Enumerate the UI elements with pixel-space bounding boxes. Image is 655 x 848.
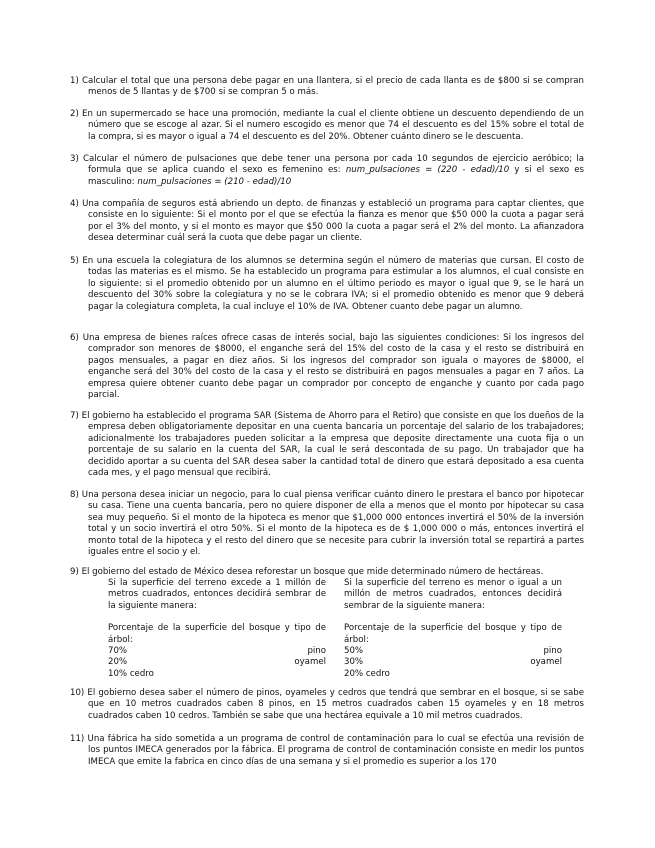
item-6: [70, 333, 584, 401]
formula-male: num_pulsaciones = (210 - edad)/10: [137, 176, 292, 187]
forest-row: 20% cedro: [344, 668, 390, 679]
item-number: 4): [70, 199, 79, 209]
forest-right-column: [344, 578, 562, 680]
item-11: [70, 734, 584, 768]
item-text: Calcular el total que una persona debe pagar en una llantera, si el precio de cada llanta es de $800 si se compran menos de 5 llantas y de $700 si se compran 5 o más.: [82, 76, 584, 98]
forest-row: 10% cedro: [108, 668, 154, 679]
item-text: En una escuela la colegiatura de los alumnos se determina según el número de materias que cursan. El costo de todas las materias es el mismo. Se ha establecido un programa para estimular a los alumnos, el cual consiste en lo siguiente: si el promedio obtenido por un alumno en el último periodo es mayor o igual que 9, se le hará un descuento del 30% sobre la colegiatura y no se le cobrara IVA; si el promedio obtenido es menor que 9 deberá pagar la colegiatura completa, la cual incluye el 10% de IVA. Obtener cuanto debe pagar un alumno.: [82, 256, 584, 312]
forest-left-column: [108, 578, 326, 680]
forest-row: 50% pino: [344, 646, 562, 657]
item-number: 2): [70, 109, 79, 119]
item-9: [70, 567, 584, 578]
item-text: Una empresa de bienes raíces ofrece casas de interés social, bajo las siguientes condiciones: Si los ingresos del comprador son menores de $8000, el enganche será del 15% del costo de la casa y el resto se distribuirá en pagos mensuales, a pagar en diez años. Si los ingresos del comprador son iguala o mayores de $8000, el enganche será del 30% del costo de la casa y el resto se distribuirá en pagos mensuales a pagar en 7 años. La empresa quiere obtener cuanto debe pagar un comprador por concepto de enganche y cuanto por cada pago parcial.: [82, 333, 584, 401]
item-number: 8): [70, 490, 79, 500]
item-10: [70, 688, 584, 722]
item-number: 5): [70, 256, 79, 266]
item-3: [70, 154, 584, 188]
item-number: 11): [70, 734, 85, 744]
item-text: En un supermercado se hace una promoción, mediante la cual el cliente obtiene un descuento dependiendo de un número que se escoge al azar. Si el numero escogido es menor que 74 el descuento es del 15% sobre el total de la compra, si es mayor o igual a 74 el descuento es del 20%. Obtener cuánto dinero se le descuenta.: [82, 109, 584, 142]
forest-header: Porcentaje de la superficie del bosque y tipo de árbol:: [108, 623, 326, 645]
item-1: [70, 76, 584, 99]
forest-row: 20% oyamel: [108, 657, 326, 668]
forest-conditions: [108, 578, 568, 680]
item-8: [70, 490, 584, 558]
item-text: Una compañía de seguros está abriendo un depto. de finanzas y estableció un programa para captar clientes, que consiste en lo siguiente: Si el monto por el que se efectúa la fianza es menor que $50 000 la cuota a pagar será por el 3% del monto, y si el monto es mayor que $50 000 la cuota a pagar será el 2% del monto. La afianzadora desea determinar cuál será la cuota que debe pagar un cliente.: [82, 199, 585, 244]
item-text: Calcular el número de pulsaciones que debe tener una persona por cada 10 segundos de ejercicio aeróbico; la formula que se aplica cuando el sexo es femenino es:: [83, 154, 585, 176]
item-number: 1): [70, 76, 79, 86]
item-5: [70, 256, 584, 313]
forest-row: 70% pino: [108, 646, 326, 657]
forest-row: 30% oyamel: [344, 657, 562, 668]
item-number: 3): [70, 154, 79, 164]
item-2: [70, 109, 584, 143]
item-text: y si el sexo es masculino:: [88, 165, 585, 187]
item-text: El gobierno ha establecido el programa SAR (Sistema de Ahorro para el Retiro) que consiste en que los dueños de la empresa deben obligatoriamente depositar en una cuenta bancaria un porcentaje del salario de los trabajadores; adicionalmente los trabajadores pueden solicitar a la empresa que deposite directamente una cuota fija o un porcentaje de su salario en la cuenta del SAR, la cual le será descontada de su pago. Un trabajador que ha decidido aportar a su cuenta del SAR desea saber la cantidad total de dinero que estará depositado a esa cuenta cada mes, y el pago mensual que recibirá.: [81, 411, 585, 479]
item-text: Una fábrica ha sido sometida a un programa de control de contaminación para lo cual se efectúa una revisión de los puntos IMECA generados por la fábrica. El programa de control de contaminación consiste en medir los puntos IMECA que emite la fabrica en cinco días de una semana y si el promedio es superior a los 170: [87, 734, 585, 767]
item-text: El gobierno del estado de México desea reforestar un bosque que mide determinado número de hectáreas.: [81, 567, 544, 577]
item-number: 7): [70, 411, 79, 421]
formula-female: num_pulsaciones = (220 - edad)/10: [345, 165, 510, 176]
item-4: [70, 199, 584, 245]
item-text: El gobierno desea saber el número de pinos, oyameles y cedros que tendrá que sembrar en el bosque, si se sabe que en 10 metros cuadrados caben 8 pinos, en 15 metros cuadrados caben 15 oyameles y en 18 metros cuadrados caben 10 cedros. También se sabe que una hectárea equivale a 10 mil metros cuadrados.: [87, 688, 584, 721]
forest-header: Porcentaje de la superficie del bosque y tipo de árbol:: [344, 623, 562, 645]
item-number: 9): [70, 567, 79, 577]
item-number: 10): [70, 688, 85, 698]
forest-condition: Si la superficie del terreno es menor o igual a un millón de metros cuadrados, entonces decidirá sembrar de la siguiente manera:: [344, 578, 562, 611]
item-text: Una persona desea iniciar un negocio, para lo cual piensa verificar cuánto dinero le prestara el banco por hipotecar su casa. Tiene una cuenta bancaria, pero no quiere disponer de ella a menos que el monto por hipotecar su casa sea muy pequeño. Si el monto de la hipoteca es menor que $1,000 000 entonces invertirá el 50% de la inversión total y un socio invertirá el otro 50%. Si el monto de la hipoteca es de $ 1,000 000 o más, entonces invertirá el monto total de la hipoteca y el resto del dinero que se necesite para cubrir la inversión total se repartirá a partes iguales entre el socio y el.: [81, 490, 584, 558]
item-number: 6): [70, 333, 79, 343]
forest-condition: Si la superficie del terreno excede a 1 millón de metros cuadrados, entonces decidirá sembrar de la siguiente manera:: [108, 578, 326, 611]
item-7: [70, 411, 584, 479]
